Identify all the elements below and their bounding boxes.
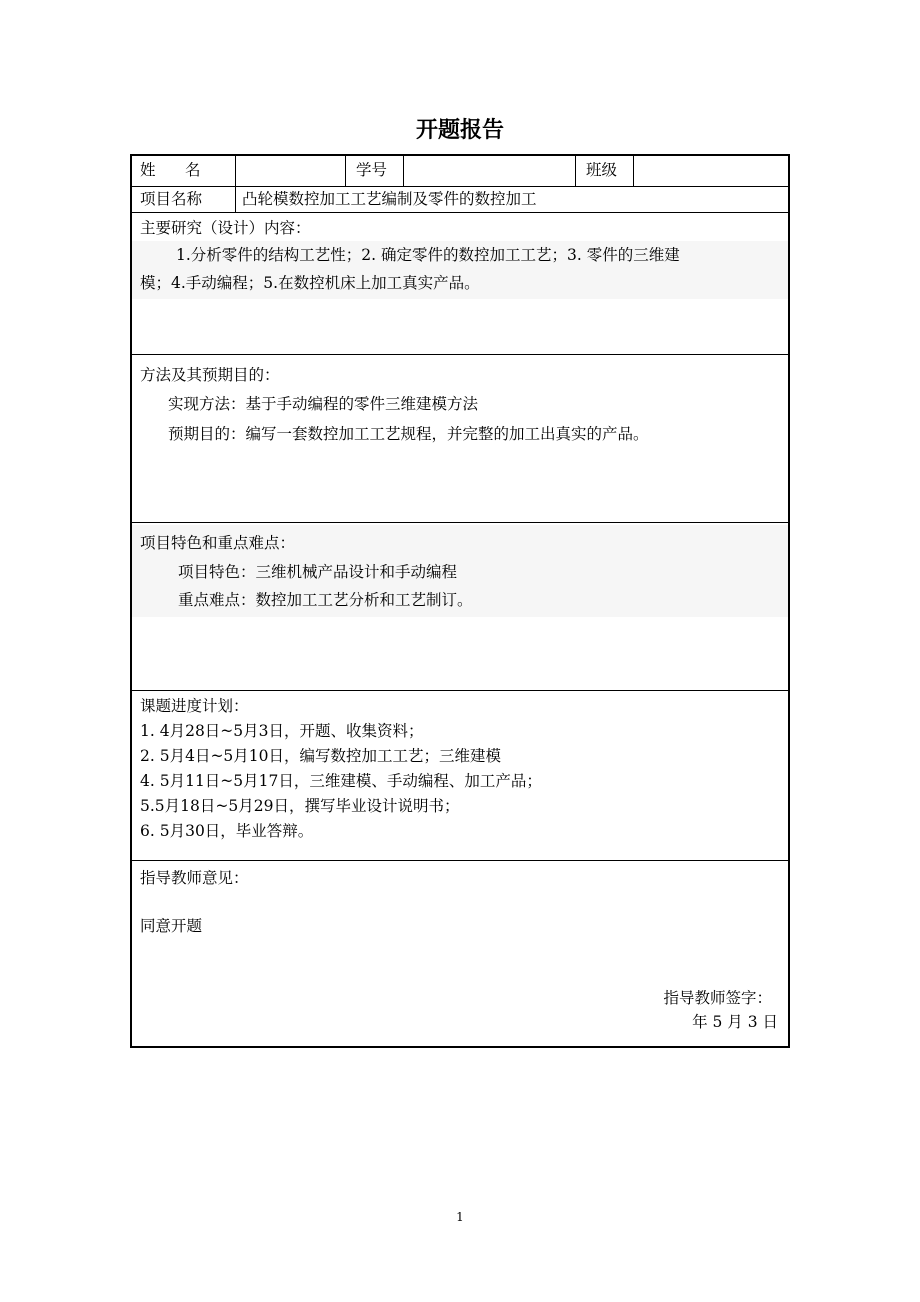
identity-row <box>132 156 788 186</box>
method-heading: 方法及其预期目的： <box>140 366 280 384</box>
project-value: 凸轮模数控加工工艺编制及零件的数控加工 <box>242 190 537 208</box>
features-line-1: 项目特色：三维机械产品设计和手动编程 <box>178 563 458 581</box>
document-title: 开题报告 <box>415 118 504 143</box>
advisor-opinion: 同意开题 <box>140 917 203 935</box>
student-id-value-cell[interactable] <box>403 156 576 186</box>
advisor-section <box>132 860 788 1046</box>
method-line-1: 实现方法：基于手动编程的零件三维建模方法 <box>168 395 479 413</box>
method-line-2: 预期目的：编写一套数控加工工艺规程，并完整的加工出真实的产品。 <box>168 425 649 443</box>
student-id-label: 学号 <box>356 161 388 179</box>
research-section <box>132 212 788 355</box>
advisor-heading: 指导教师意见： <box>140 869 249 887</box>
student-id-label-cell <box>345 156 404 186</box>
project-value-cell <box>235 187 788 213</box>
advisor-signature-label: 指导教师签字： <box>663 989 772 1007</box>
schedule-section <box>132 690 788 861</box>
features-line-2: 重点难点：数控加工工艺分析和工艺制订。 <box>178 591 473 609</box>
project-label: 项目名称 <box>140 190 203 208</box>
research-line-1: 1.分析零件的结构工艺性；2. 确定零件的数控加工工艺；3. 零件的三维建 <box>176 246 680 264</box>
schedule-item: 6. 5月30日，毕业答辩。 <box>140 822 314 840</box>
class-label: 班级 <box>586 161 618 179</box>
class-value-cell[interactable] <box>633 156 788 186</box>
schedule-item: 1. 4月28日~5月3日，开题、收集资料； <box>140 722 424 740</box>
proposal-form <box>130 154 790 1048</box>
features-heading: 项目特色和重点难点： <box>140 534 296 552</box>
research-line-2: 模；4.手动编程；5.在数控机床上加工真实产品。 <box>140 274 480 292</box>
name-value-cell[interactable] <box>235 156 346 186</box>
schedule-item: 4. 5月11日~5月17日，三维建模、手动编程、加工产品； <box>140 772 542 790</box>
name-label: 姓 名 <box>140 161 201 179</box>
schedule-heading: 课题进度计划： <box>140 697 249 715</box>
features-section <box>132 522 788 691</box>
research-heading: 主要研究（设计）内容： <box>140 219 311 237</box>
method-section <box>132 354 788 523</box>
class-label-cell <box>575 156 634 186</box>
page-number: 1 <box>456 1210 464 1224</box>
schedule-item: 2. 5月4日~5月10日，编写数控加工工艺；三维建模 <box>140 747 502 765</box>
advisor-date: 年 5 月 3 日 <box>692 1013 778 1031</box>
project-row <box>132 186 788 213</box>
schedule-item: 5.5月18日~5月29日，撰写毕业设计说明书； <box>140 797 460 815</box>
